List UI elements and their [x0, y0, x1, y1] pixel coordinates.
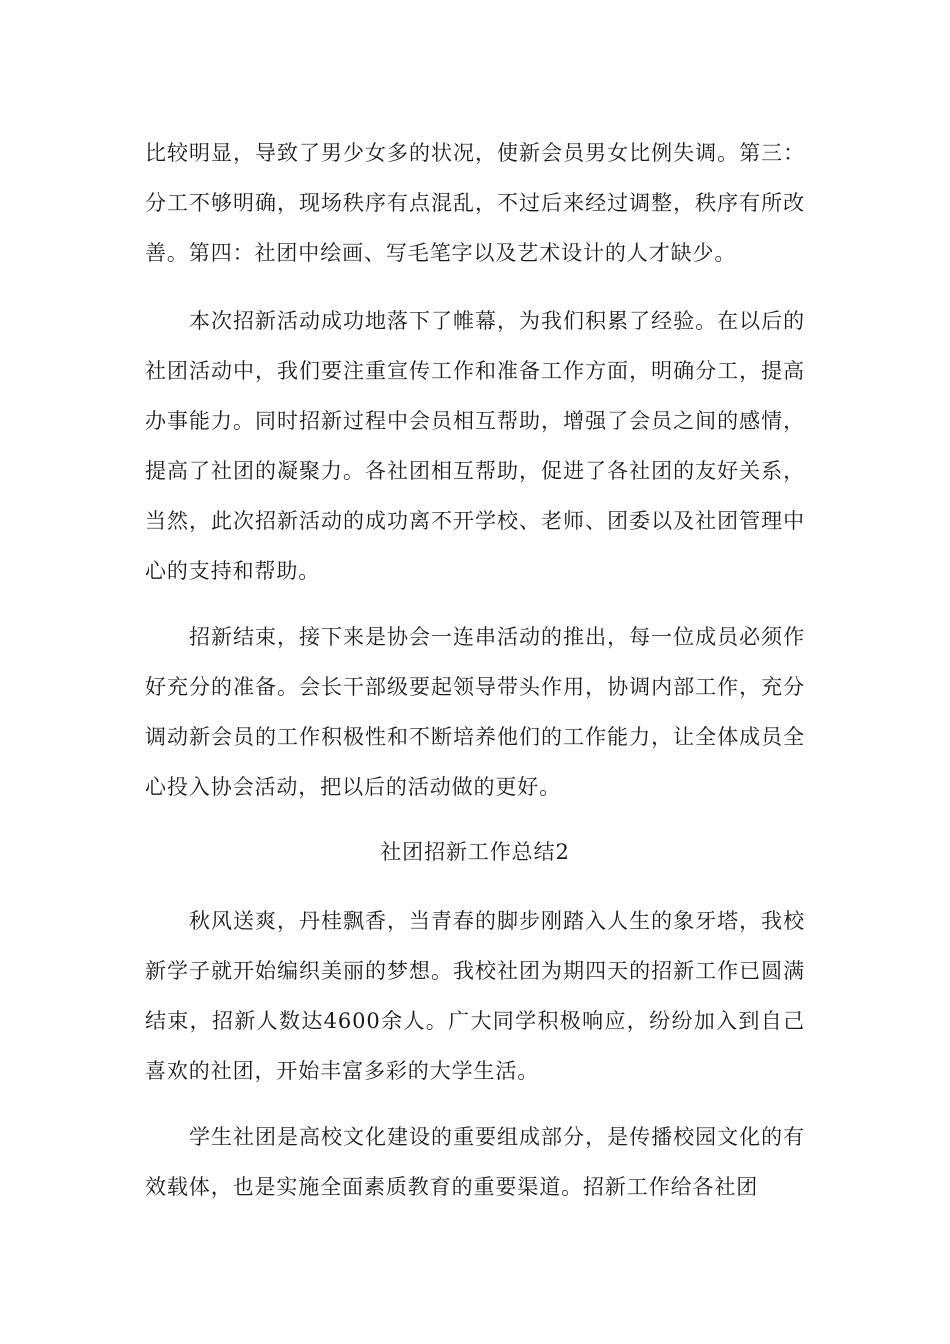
body-paragraph: 学生社团是高校文化建设的重要组成部分，是传播校园文化的有效载体，也是实施全面素质教育的重要渠道。招新工作给各社团 — [145, 1125, 805, 1199]
body-paragraph: 本次招新活动成功地落下了帷幕，为我们积累了经验。在以后的社团活动中，我们要注重宣传工作和准备工作方面，明确分工，提高办事能力。同时招新过程中会员相互帮助，增强了会员之间的感情，提高了社团的凝聚力。各社团相互帮助，促进了各社团的友好关系，当然，此次招新活动的成功离不开学校、老师、团委以及社团管理中心的支持和帮助。 — [145, 309, 805, 583]
body-paragraph: 招新结束，接下来是协会一连串活动的推出，每一位成员必须作好充分的准备。会长干部级要起领导带头作用，协调内部工作，充分调动新会员的工作积极性和不断培养他们的工作能力，让全体成员全心投入协会活动，把以后的活动做的更好。 — [145, 625, 805, 799]
section-title: 社团招新工作总结2 — [380, 840, 570, 864]
body-paragraph: 比较明显，导致了男少女多的状况，使新会员男女比例失调。第三：分工不够明确，现场秩序有点混乱，不过后来经过调整，秩序有所改善。第四：社团中绘画、写毛笔字以及艺术设计的人才缺少。 — [145, 141, 805, 265]
body-paragraph: 秋风送爽，丹桂飘香，当青春的脚步刚踏入人生的象牙塔，我校新学子就开始编织美丽的梦想。我校社团为期四天的招新工作已圆满结束，招新人数达4600余人。广大同学积极响应，纷纷加入到自己喜欢的社团，开始丰富多彩的大学生活。 — [145, 909, 805, 1083]
